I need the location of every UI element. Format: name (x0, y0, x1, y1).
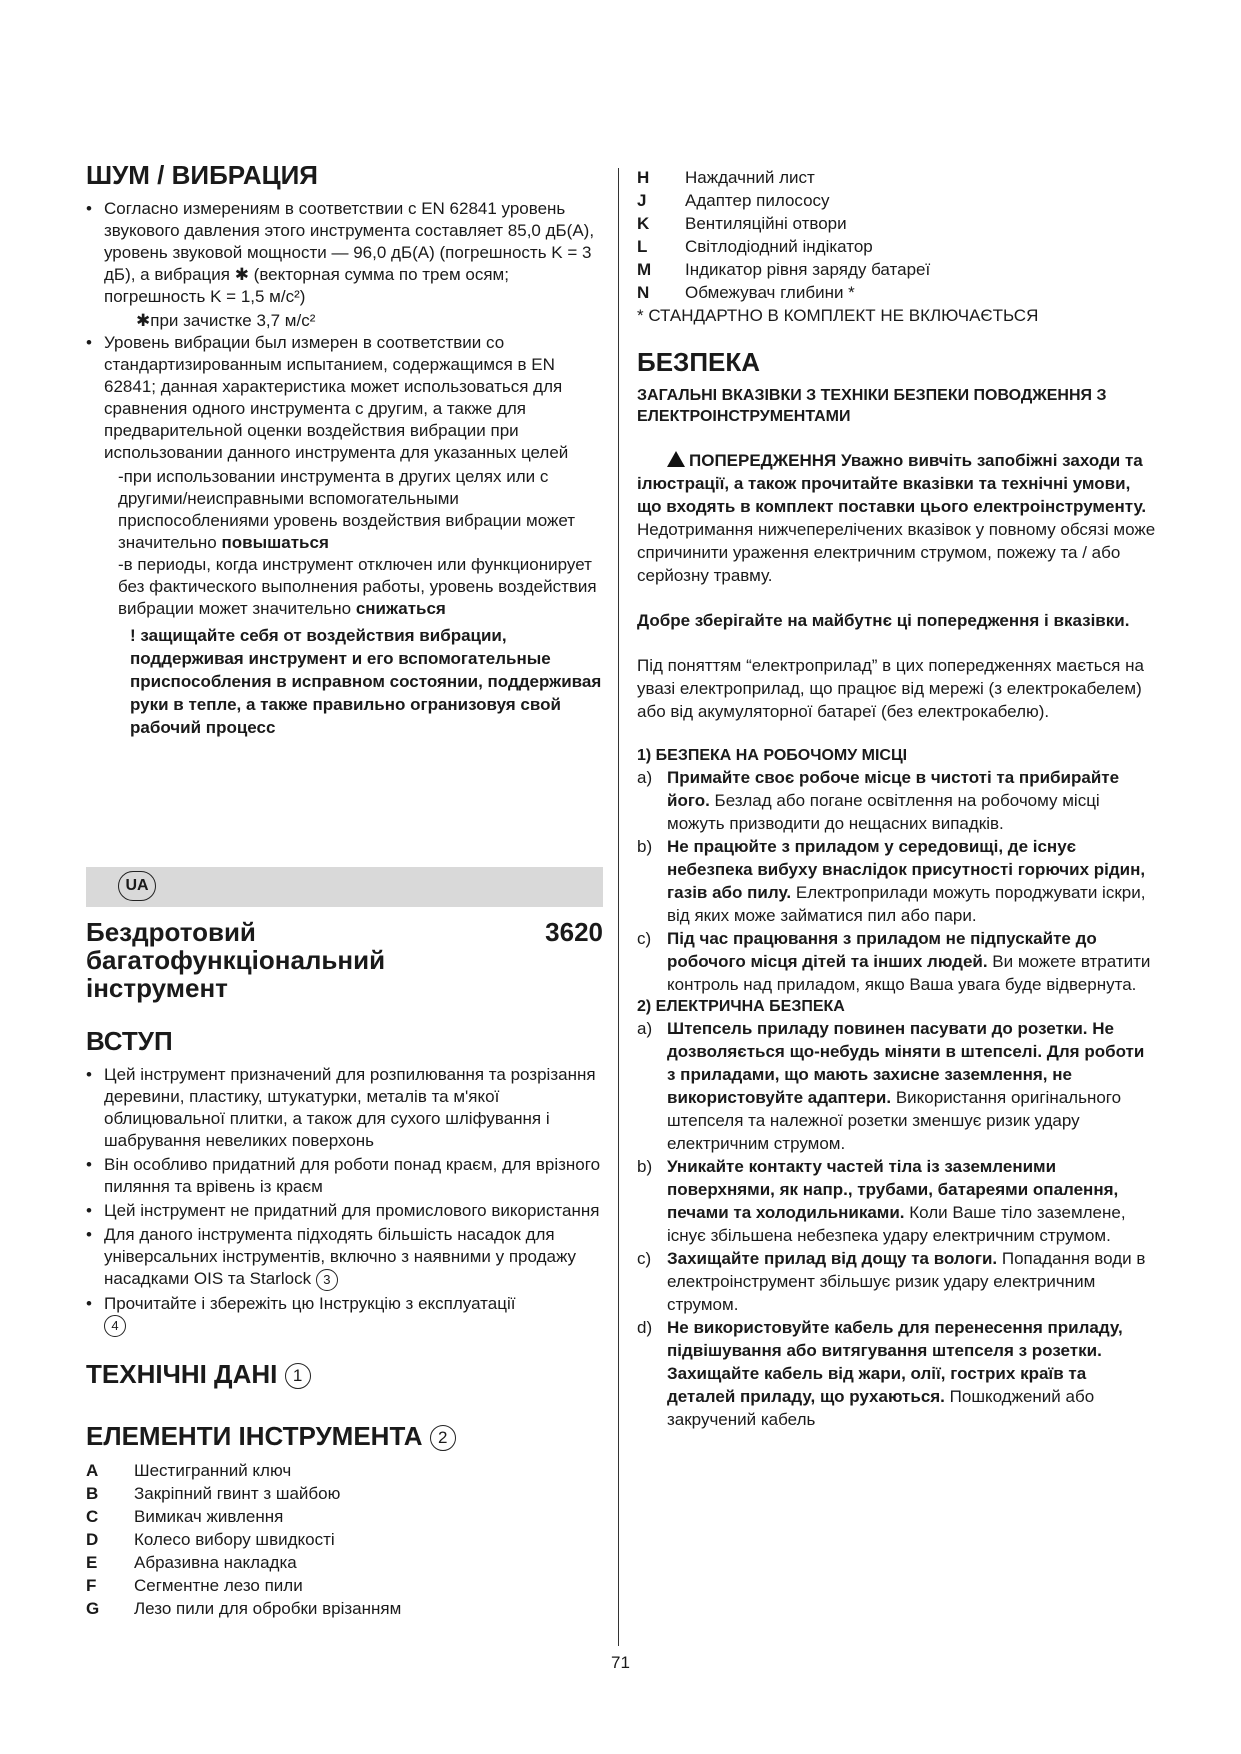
product-model: 3620 (545, 917, 603, 947)
product-name: Бездротовий багатофункціональний інструмент (86, 917, 386, 1003)
intro-bullet: • Цей інструмент призначений для розпилювання та розрізання деревини, пластику, штукатурки, металів та м'якої облицювальної плитки, а також для сухого шліфування і шабрування невеликих поверхонь (86, 1064, 606, 1152)
intro-bullets (86, 1064, 606, 1337)
ref-circle: 1 (285, 1363, 311, 1389)
noise-bullet: • Согласно измерениям в соответствии с EN 62841 уровень звукового давления этого инструмента составляет 85,0 дБ(A), уровень звуковой мощности — 96,0 дБ(A) (погрешность K = 3 дБ), а вибрация ✱ (векторная сумма по трем осям; погрешность K = 1,5 м/с²) (86, 198, 606, 308)
part-row: L Світлодіодний індікатор (637, 237, 873, 256)
keep-instructions-note: Добре зберігайте на майбутнє ці попередження і вказівки. (637, 611, 1130, 630)
vibration-warning: ! защищайте себя от воздействия вибрации, поддерживая инструмент и его вспомогательные приспособления в исправном состоянии, поддерживая руки в тепле, а также правильно огранизовуя свой рабочий процесс (130, 626, 602, 737)
page-number: 71 (611, 1653, 630, 1672)
part-row: C Вимикач живлення (86, 1507, 284, 1527)
part-row: B Закріпний гвинт з шайбою (86, 1484, 341, 1504)
ref-circle: 2 (430, 1425, 456, 1451)
safety-item: c) Захищайте прилад від дощу та вологи. Попадання води в електроінструмент збільшує ризик удару електричним струмом. (637, 1249, 1146, 1314)
noise-bullet: • Уровень вибрации был измерен в соответствии со стандартизированным испытанием, содержащимся в EN 62841; данная характеристика может использоваться для сравнения одного инструмента с другим, а также для предварительной оценки воздействия вибрации при использовании данного инструмента для указанных целей (86, 332, 606, 464)
noise-note: ✱при зачистке 3,7 м/с² (136, 311, 316, 330)
part-row: E Абразивна накладка (86, 1553, 297, 1573)
product-title (86, 918, 603, 1002)
part-row: D Колесо вибору швидкості (86, 1530, 335, 1550)
intro-title: ВСТУП (86, 1026, 173, 1056)
part-row: J Адаптер пилососу (637, 191, 830, 210)
section-1-title: 1) БЕЗПЕКА НА РОБОЧОМУ МІСЦІ (637, 747, 908, 764)
noise-sub-item: -в периоды, когда инструмент отключен или функционирует без фактического выполнения работы, уровень воздействия вибрации может значительно снижаться (118, 555, 597, 618)
left-column (86, 160, 606, 739)
ref-circle: 3 (316, 1269, 338, 1291)
part-row: G Лезо пили для обробки врізанням (86, 1599, 402, 1619)
definition-text: Під поняттям “електроприлад” в цих попередженнях мається на увазі електроприлад, що працює від мережі (з електрокабелем) або від акумуляторної батареї (без електрокабелю). (637, 656, 1144, 721)
parts-list (86, 1459, 606, 1620)
intro-bullet: • Цей інструмент не придатний для промислового використання (86, 1200, 606, 1222)
language-badge: UA (118, 871, 156, 901)
language-bar (86, 867, 603, 907)
part-row: N Обмежувач глибини * (637, 283, 855, 302)
safety-item: a) Примайте своє робоче місце в чистоті та прибирайте його. Безлад або погане освітлення на робочому місці можуть призводити до нещасних випадків. (637, 768, 1120, 833)
general-warning: ПОПЕРЕДЖЕННЯ Уважно вивчіть запобіжні заходи та ілюстрації, а також прочитайте вказівки та технічні умови, що входять в комплект поставки цього електроінструменту. Недотримання нижчеперелічених вказівок у повному обсязі може спричинити ураження електричним струмом, пожежу та / або серйозну травму. (637, 451, 1156, 585)
noise-bullets (86, 198, 606, 308)
intro-bullet: • Він особливо придатний для роботи понад краєм, для врізного пиляння та врівень із краєм (86, 1154, 606, 1198)
part-row: F Сегментне лезо пили (86, 1576, 303, 1596)
right-column (637, 166, 1157, 1431)
intro-bullet: • Для даного інструмента підходять більшість насадок для універсальних інструментів, включно з наявними у продажу насадками OIS та Starlock 3 (86, 1224, 606, 1291)
safety-title: БЕЗПЕКА (637, 347, 760, 377)
part-row: H Наждачний лист (637, 168, 815, 187)
safety-item: a) Штепсель приладу повинен пасувати до розетки. Не дозволяється що-небудь міняти в штепселі. Для роботи з приладами, що мають захисне заземлення, не використовуйте адаптери. Використання оригінального штепселя та належної розетки зменшує ризик удару електричним струмом. (637, 1019, 1145, 1153)
parts-list-continued (637, 166, 1157, 304)
elements-title: ЕЛЕМЕНТИ ІНСТРУМЕНТА 2 (86, 1421, 606, 1451)
tech-title: ТЕХНІЧНІ ДАНІ 1 (86, 1359, 606, 1389)
section-2-title: 2) ЕЛЕКТРИЧНА БЕЗПЕКА (637, 998, 845, 1015)
part-row: K Вентиляційні отвори (637, 214, 847, 233)
safety-item: b) Не працюйте з приладом у середовищі, де існує небезпека вибуху внаслідок присутності горючих рідин, газів або пилу. Електроприлади можуть породжувати іскри, від яких може займатися пил або пари. (637, 837, 1146, 925)
noise-sub-item: -при использовании инструмента в других целях или с другими/неисправными вспомогательными приспособлениями уровень воздействия вибрации может значительно повышаться (118, 467, 576, 552)
safety-item: d) Не використовуйте кабель для перенесення приладу, підвішування або витягування штепселя з розетки. Захищайте кабель від жари, олії, гострих країв та деталей приладу, що рухаються. Пошкоджений або закручений кабель (637, 1318, 1123, 1429)
intro-bullet: • Прочитайте і збережіть цю Інструкцію з експлуатації 4 (86, 1293, 606, 1338)
noise-bullets-2 (86, 332, 606, 464)
safety-item: c) Під час працювання з приладом не підпускайте до робочого місця дітей та інших людей. Ви можете втратити контроль над приладом, якщо Ваша увага буде відвернута. (637, 929, 1151, 994)
safety-subtitle: ЗАГАЛЬНІ ВКАЗІВКИ З ТЕХНІКИ БЕЗПЕКИ ПОВОДЖЕННЯ З ЕЛЕКТРОІНСТРУМЕНТАМИ (637, 387, 1107, 425)
part-row: M Індикатор рівня заряду батареї (637, 260, 931, 279)
noise-title: ШУМ / ВИБРАЦИЯ (86, 160, 318, 190)
ref-circle: 4 (104, 1315, 126, 1337)
left-column-lower (86, 1026, 606, 1620)
not-included-note: * СТАНДАРТНО В КОМПЛЕКТ НЕ ВКЛЮЧАЄТЬСЯ (637, 306, 1039, 325)
safety-item: b) Уникайте контакту частей тіла із заземленими поверхнями, як напр., трубами, батареями опалення, печами та холодильниками. Коли Ваше тіло заземлене, існує збільшена небезпека удару електричним струмом. (637, 1157, 1126, 1245)
column-divider (618, 168, 619, 1646)
warning-triangle-icon (667, 451, 685, 467)
part-row: A Шестигранний ключ (86, 1461, 292, 1481)
